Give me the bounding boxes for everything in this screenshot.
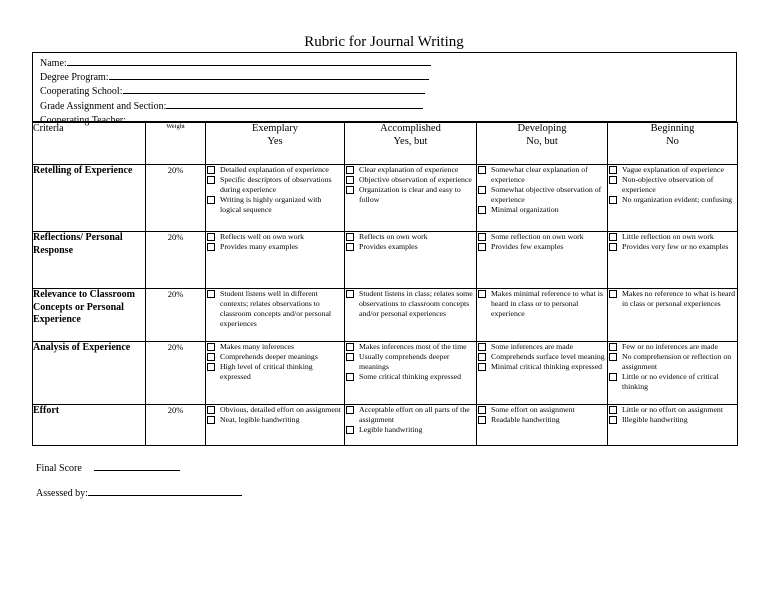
info-label: Grade Assignment and Section: [40,100,167,112]
checklist-item-text: Acceptable effort on all parts of the assignment [359,405,470,424]
checklist-item-text: Writing is highly organized with logical sequence [220,194,322,214]
checklist-item [477,165,607,185]
rubric-row-relevance [33,289,738,342]
checklist-item-text: Detailed explanation of experience [220,165,329,174]
descriptor-cell-exemplary [206,232,345,289]
checklist-item-text: Few or no inferences are made [622,342,718,351]
checklist-item [608,232,737,242]
descriptor-cell-exemplary [206,289,345,342]
checklist-item [608,195,737,205]
descriptor-cell-beginning [608,405,738,446]
checklist-item-text: Provides few examples [491,241,564,251]
checkbox[interactable] [346,166,354,174]
checkbox[interactable] [346,343,354,351]
checklist-item [345,165,476,175]
checklist-item-text: Comprehends surface level meaning [491,351,605,361]
checkbox[interactable] [346,353,354,361]
checklist-item-text: Provides very few or no examples [622,241,729,251]
checklist-item-text: Legible handwriting [359,424,423,434]
rubric-row-reflections [33,232,738,289]
checklist-item [477,415,607,425]
checklist-item [206,352,344,362]
assessed-by-line [36,486,242,499]
checklist-item-text: Comprehends deeper meanings [220,351,318,361]
level-name: Beginning [650,123,695,134]
checkbox[interactable] [478,353,486,361]
blank-line[interactable] [123,84,425,94]
checklist-item-text: Readable handwriting [491,414,560,424]
final-score-blank[interactable] [94,461,180,471]
info-label: Name: [40,58,67,69]
checklist-item [608,165,737,175]
checkbox[interactable] [478,186,486,194]
checklist-item [477,362,607,372]
checklist-item [608,175,737,195]
checklist-item [206,175,344,195]
checkbox[interactable] [609,166,617,174]
checkbox[interactable] [609,416,617,424]
checklist-item-text: Specific descriptors of observations during experience [220,174,332,194]
checkbox[interactable] [207,166,215,174]
checklist-item-text: Provides many examples [220,241,298,251]
checkbox[interactable] [609,243,617,251]
header-row [33,123,738,165]
checklist-item-text: Minimal critical thinking expressed [491,361,603,371]
checkbox[interactable] [609,176,617,184]
checklist-item-text: Somewhat clear explanation of experience [491,165,588,184]
weight-cell: 20% [146,232,206,289]
checklist-item-text: Objective observation of experience [359,174,472,184]
level-header-beginning [608,123,738,165]
checklist-item-text: High level of critical thinking expressed [220,361,313,381]
blank-line[interactable] [109,70,429,80]
checkbox[interactable] [478,206,486,214]
checklist-item-text: Makes many inferences [220,342,295,351]
descriptor-cell-beginning [608,165,738,232]
checklist-item [206,415,344,425]
descriptor-cell-accomplished [345,232,477,289]
checkbox[interactable] [346,426,354,434]
checklist-item-text: Organization is clear and easy to follow [359,184,461,204]
info-school-line [40,84,736,98]
info-box [32,52,737,126]
checklist-item [206,232,344,242]
checklist-item [206,405,344,415]
final-score-label: Final Score [36,463,82,474]
checkbox[interactable] [346,243,354,251]
checklist-item [608,342,737,352]
rubric-row-analysis [33,342,738,405]
rubric-row-effort [33,405,738,446]
checklist-item [477,232,607,242]
checklist-item [345,185,476,205]
descriptor-cell-exemplary [206,342,345,405]
level-header-accomplished [345,123,477,165]
checklist-item-text: Little or no evidence of critical thinking [622,371,719,391]
checklist-item [477,352,607,362]
descriptor-cell-accomplished [345,289,477,342]
checklist-item [206,165,344,175]
checklist-item-text: Makes no reference to what is heard in class or personal experiences [622,289,736,308]
descriptor-cell-exemplary [206,405,345,446]
checklist-item-text: Some reflection on own work [491,232,584,241]
page-title: Rubric for Journal Writing [304,34,464,50]
checkbox[interactable] [478,406,486,414]
descriptor-cell-beginning [608,232,738,289]
checklist-item-text: Little reflection on own work [622,232,714,241]
checkbox[interactable] [207,416,215,424]
checkbox[interactable] [609,353,617,361]
checklist-item-text: Makes inferences most of the time [359,342,467,351]
checklist-item-text: Little or no effort on assignment [622,405,723,414]
info-label: Cooperating Teacher: [40,114,127,126]
checkbox[interactable] [609,290,617,298]
checklist-item-text: Some critical thinking expressed [359,371,461,381]
descriptor-cell-accomplished [345,165,477,232]
criterion-cell: Reflections/ Personal Response [33,232,146,289]
weight-cell: 20% [146,405,206,446]
checklist-item [477,289,607,319]
checkbox[interactable] [346,233,354,241]
checkbox[interactable] [207,290,215,298]
checkbox[interactable] [346,373,354,381]
checklist-item [477,185,607,205]
checklist-item [345,289,476,319]
checklist-item [345,232,476,242]
checklist-item-text: Student listens well in different contexts; relates observations to classroom concepts and/or personal experiences [220,289,332,328]
checkbox[interactable] [478,233,486,241]
checklist-item [608,242,737,252]
rubric-table [32,122,738,446]
checkbox[interactable] [609,373,617,381]
checklist-item-text: Some inferences are made [491,342,574,351]
checkbox[interactable] [609,406,617,414]
criterion-cell: Effort [33,405,146,446]
checklist-item-text: Somewhat objective observation of experience [491,184,602,204]
checklist-item-text: Non-objective observation of experience [622,174,714,194]
checklist-item [608,415,737,425]
checklist-item-text: Some effort on assignment [491,405,575,414]
checklist-item [206,289,344,329]
checkbox[interactable] [207,343,215,351]
checklist-item [345,372,476,382]
checklist-item-text: Reflects on own work [359,232,428,241]
checklist-item [345,242,476,252]
checklist-item [345,425,476,435]
level-header-developing [477,123,608,165]
checkbox[interactable] [207,176,215,184]
level-name: Exemplary [251,123,299,134]
checklist-item [608,352,737,372]
criterion-cell: Retelling of Experience [33,165,146,232]
checkbox[interactable] [609,233,617,241]
checkbox[interactable] [346,186,354,194]
checkbox[interactable] [207,353,215,361]
checkbox[interactable] [478,290,486,298]
descriptor-cell-developing [477,342,608,405]
info-name-line [40,56,736,70]
checkbox[interactable] [609,343,617,351]
checkbox[interactable] [207,243,215,251]
descriptor-cell-accomplished [345,405,477,446]
checklist-item-text: Illegible handwriting [622,414,688,424]
checkbox[interactable] [478,343,486,351]
checklist-item [345,342,476,352]
checklist-item [206,242,344,252]
info-grade-line [40,99,736,113]
info-degree-line [40,70,736,84]
checklist-item [345,175,476,185]
criteria-header: Criteria [33,123,146,165]
checklist-item-text: No comprehension or reflection on assignment [622,351,732,371]
checklist-item [345,352,476,372]
checklist-item-text: Provides examples [359,241,418,251]
criterion-cell: Analysis of Experience [33,342,146,405]
checklist-item-text: Vague explanation of experience [622,165,724,174]
checklist-item [608,372,737,392]
checklist-item [206,362,344,382]
final-score-line [36,461,180,474]
info-label: Cooperating School: [40,86,123,98]
weight-cell: 20% [146,165,206,232]
descriptor-cell-exemplary [206,165,345,232]
rubric-row-retelling [33,165,738,232]
checklist-item-text: Student listens in class; relates some observations to classroom concepts and/or personal experiences [359,289,473,318]
checklist-item-text: Minimal organization [491,204,559,214]
checkbox[interactable] [207,196,215,204]
assessed-by-label: Assessed by: [36,488,88,499]
level-sub: No [666,135,679,147]
checkbox[interactable] [478,243,486,251]
checklist-item [608,405,737,415]
checklist-item [608,289,737,309]
weight-header: Weight [146,123,206,165]
checkbox[interactable] [346,406,354,414]
checklist-item-text: Reflects well on own work [220,232,305,241]
checkbox[interactable] [207,363,215,371]
checklist-item-text: Makes minimal reference to what is heard in class or to personal experience [491,289,603,318]
checkbox[interactable] [346,176,354,184]
descriptor-cell-beginning [608,289,738,342]
checklist-item [345,405,476,425]
checkbox[interactable] [346,290,354,298]
checkbox[interactable] [478,363,486,371]
checklist-item [477,242,607,252]
checklist-item-text: Clear explanation of experience [359,165,459,174]
level-header-exemplary [206,123,345,165]
checklist-item [206,342,344,352]
descriptor-cell-accomplished [345,342,477,405]
checkbox[interactable] [478,166,486,174]
level-sub: No, but [526,135,558,147]
checkbox[interactable] [207,233,215,241]
checkbox[interactable] [207,406,215,414]
checklist-item-text: Usually comprehends deeper meanings [359,351,450,371]
descriptor-cell-beginning [608,342,738,405]
descriptor-cell-developing [477,289,608,342]
blank-line[interactable] [67,56,431,66]
checklist-item [477,405,607,415]
weight-cell: 20% [146,289,206,342]
checklist-item [206,195,344,215]
descriptor-cell-developing [477,232,608,289]
checklist-item-text: Obvious, detailed effort on assignment [220,405,341,414]
checklist-item-text: Neat, legible handwriting [220,414,300,424]
level-name: Developing [517,123,567,134]
weight-cell: 20% [146,342,206,405]
checkbox[interactable] [609,196,617,204]
level-name: Accomplished [380,123,441,134]
checklist-item-text: No organization evident; confusing [622,194,733,204]
level-sub: Yes [267,135,283,147]
level-sub: Yes, but [393,135,428,147]
descriptor-cell-developing [477,165,608,232]
checkbox[interactable] [478,416,486,424]
checklist-item [477,342,607,352]
criterion-cell: Relevance to Classroom Concepts or Personal Experience [33,289,146,342]
checklist-item [477,205,607,215]
blank-line[interactable] [166,99,423,109]
assessed-by-blank[interactable] [88,486,242,496]
descriptor-cell-developing [477,405,608,446]
info-label: Degree Program: [40,72,109,84]
